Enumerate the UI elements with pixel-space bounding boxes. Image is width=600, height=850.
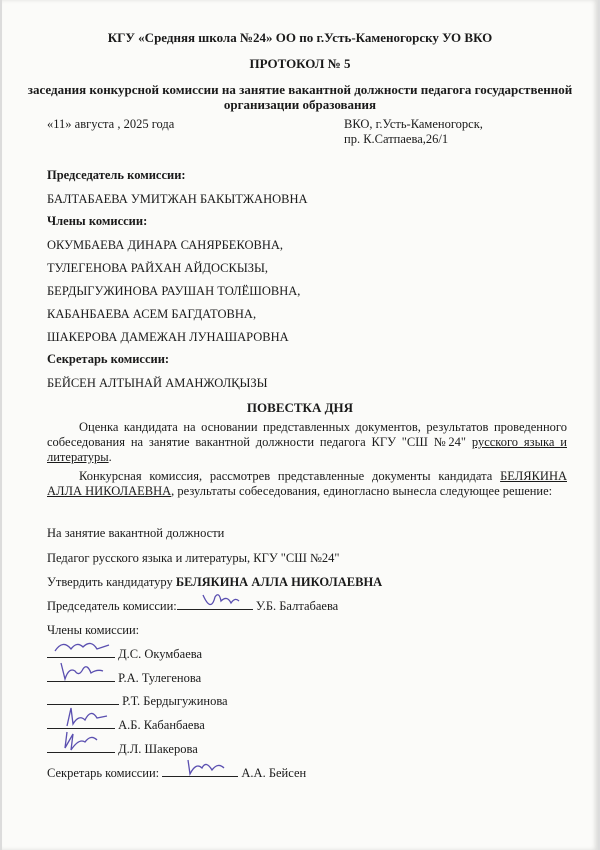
chair-signature-row: [47, 597, 338, 614]
chair-signature-label: Председатель комиссии:: [47, 599, 177, 613]
approval-prefix: Утвердить кандидатуру: [47, 575, 176, 589]
agenda-title: ПОВЕСТКА ДНЯ: [246, 400, 354, 415]
members-signature-label: Члены комиссии:: [47, 623, 140, 637]
protocol-title: ПРОТОКОЛ № 5: [249, 56, 351, 71]
chair-signature-mark: [201, 591, 241, 611]
secretary-signature-row: [47, 764, 306, 781]
secretary-label: Секретарь комиссии:: [47, 352, 170, 366]
protocol-subtitle-line2: организации образования: [223, 97, 377, 112]
member-signature-name: Д.С. Окумбаева: [118, 647, 203, 661]
agenda-p1-end: .: [108, 450, 112, 464]
member-name: КАБАНБАЕВА АСЕМ БАГДАТОВНА,: [47, 307, 257, 321]
decision-line-2: Педагог русского языка и литературы, КГУ "СШ №24": [47, 551, 340, 565]
chair-signature-line: [177, 597, 253, 610]
member-signature-line: [47, 740, 115, 753]
member-name: ШАКЕРОВА ДАМЕЖАН ЛУНАШАРОВНА: [47, 330, 289, 344]
secretary-signature-line: [162, 764, 238, 777]
member-signature-row: [47, 645, 202, 662]
member-signature-name: Р.Т. Бердыгужинова: [122, 694, 228, 708]
secretary-signature-mark: [184, 756, 234, 778]
member-signature-name: Р.А. Тулегенова: [118, 671, 202, 685]
agenda-subject: русского языка и литературы: [47, 435, 567, 464]
agenda-p2-text: Конкурсная комиссия, рассмотрев представленные документы кандидата: [79, 469, 501, 483]
document-page: [2, 0, 598, 850]
secretary-name: БЕЙСЕН АЛТЫНАЙ АМАНЖОЛҚЫЗЫ: [47, 376, 268, 390]
member-signature-line: [47, 645, 115, 658]
organization-name: КГУ «Средняя школа №24» ОО по г.Усть-Каменогорску УО ВКО: [107, 30, 493, 45]
member-name: ОКУМБАЕВА ДИНАРА САНЯРБЕКОВНА,: [47, 238, 284, 252]
protocol-date: «11» августа , 2025 года: [47, 117, 175, 131]
member-signature-mark: [63, 706, 113, 730]
candidate-name: БЕЛЯКИНА АЛЛА НИКОЛАЕВНА: [47, 469, 567, 498]
member-signature-line: [47, 716, 115, 729]
member-signature-name: Д.Л. Шакерова: [118, 742, 198, 756]
member-signature-line: [47, 669, 115, 682]
protocol-subtitle-line1: заседания конкурсной комиссии на занятие вакантной должности педагога государственной: [27, 82, 573, 97]
protocol-place-line1: ВКО, г.Усть-Каменогорск,: [344, 117, 483, 131]
member-signature-mark: [61, 730, 111, 754]
secretary-signature-name: А.А. Бейсен: [241, 766, 307, 780]
member-signature-mark: [53, 637, 113, 657]
approved-candidate: БЕЛЯКИНА АЛЛА НИКОЛАЕВНА: [175, 575, 383, 589]
member-signature-mark: [57, 661, 117, 683]
decision-line-1: На занятие вакантной должности: [47, 526, 225, 540]
agenda-paragraph-1: [47, 420, 567, 465]
member-name: ТУЛЕГЕНОВА РАЙХАН АЙДОСКЫЗЫ,: [47, 261, 269, 275]
member-signature-line: [47, 692, 119, 705]
member-signature-row: [47, 740, 198, 757]
chair-signature-name: У.Б. Балтабаева: [255, 599, 339, 613]
agenda-paragraph-2: [47, 469, 567, 499]
approval-line: [47, 575, 382, 590]
agenda-p1-text: Оценка кандидата на основании представленных документов, результатов проведенного собеседования на занятие вакантной должности педагога КГУ "СШ №24": [47, 420, 567, 449]
members-label: Члены комиссии:: [47, 214, 148, 228]
protocol-place-line2: пр. К.Сатпаева,26/1: [344, 132, 449, 146]
chair-label: Председатель комиссии:: [47, 168, 186, 182]
agenda-p2-end: , результаты собеседования, единогласно вынесла следующее решение:: [171, 484, 553, 498]
secretary-signature-label: Секретарь комиссии:: [47, 766, 160, 780]
member-signature-name: А.Б. Кабанбаева: [118, 718, 205, 732]
chair-name: БАЛТАБАЕВА УМИТЖАН БАКЫТЖАНОВНА: [47, 192, 308, 206]
member-name: БЕРДЫГУЖИНОВА РАУШАН ТОЛЁШОВНА,: [47, 284, 301, 298]
member-signature-row: [47, 669, 201, 686]
